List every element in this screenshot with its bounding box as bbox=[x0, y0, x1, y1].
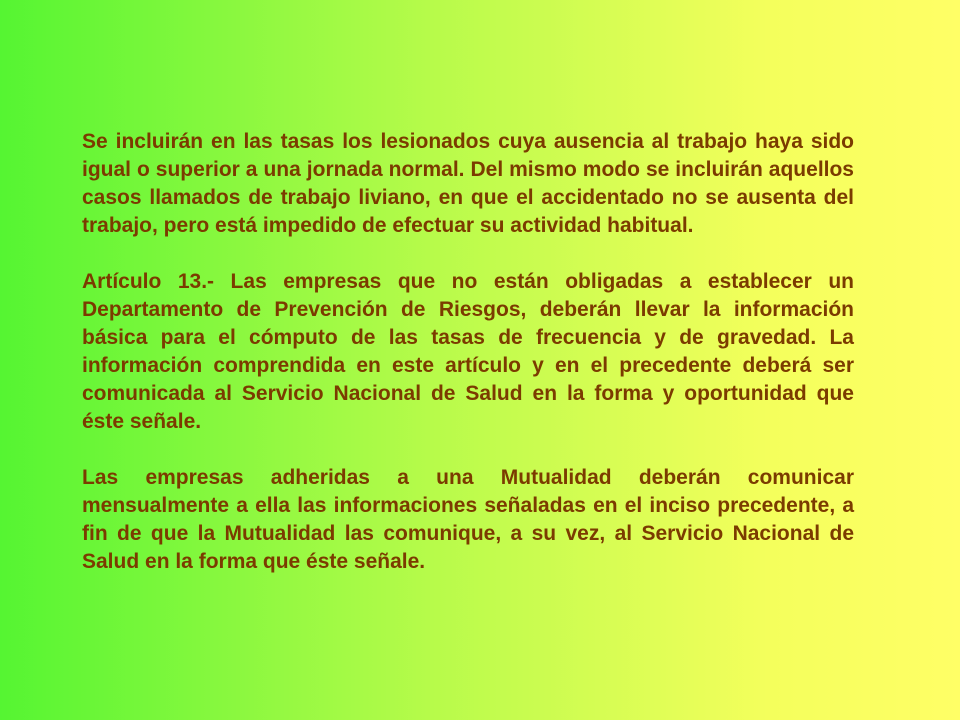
text-body bbox=[82, 128, 854, 604]
paragraph-1: Se incluirán en las tasas los lesionados cuya ausencia al trabajo haya sido igual o superior a una jornada normal. Del mismo modo se incluirán aquellos casos llamados de trabajo liviano, en que el accidentado no se ausenta del trabajo, pero está impedido de efectuar su actividad habitual. bbox=[82, 130, 854, 237]
paragraph-2 bbox=[82, 268, 854, 436]
paragraph-3: Las empresas adheridas a una Mutualidad deberán comunicar mensualmente a ella las informaciones señaladas en el inciso precedente, a fin de que la Mutualidad las comunique, a su vez, al Servicio Nacional de Salud en la forma que éste señale. bbox=[82, 466, 854, 573]
article-13-text: Las empresas que no están obligadas a establecer un Departamento de Prevención de Riesgos, deberán llevar la información básica para el cómputo de las tasas de frecuencia y de gravedad. La información comprendida en este artículo y en el precedente deberá ser comunicada al Servicio Nacional de Salud en la forma y oportunidad que éste señale. bbox=[82, 270, 855, 433]
article-13-label: Artículo 13.- bbox=[82, 270, 215, 293]
